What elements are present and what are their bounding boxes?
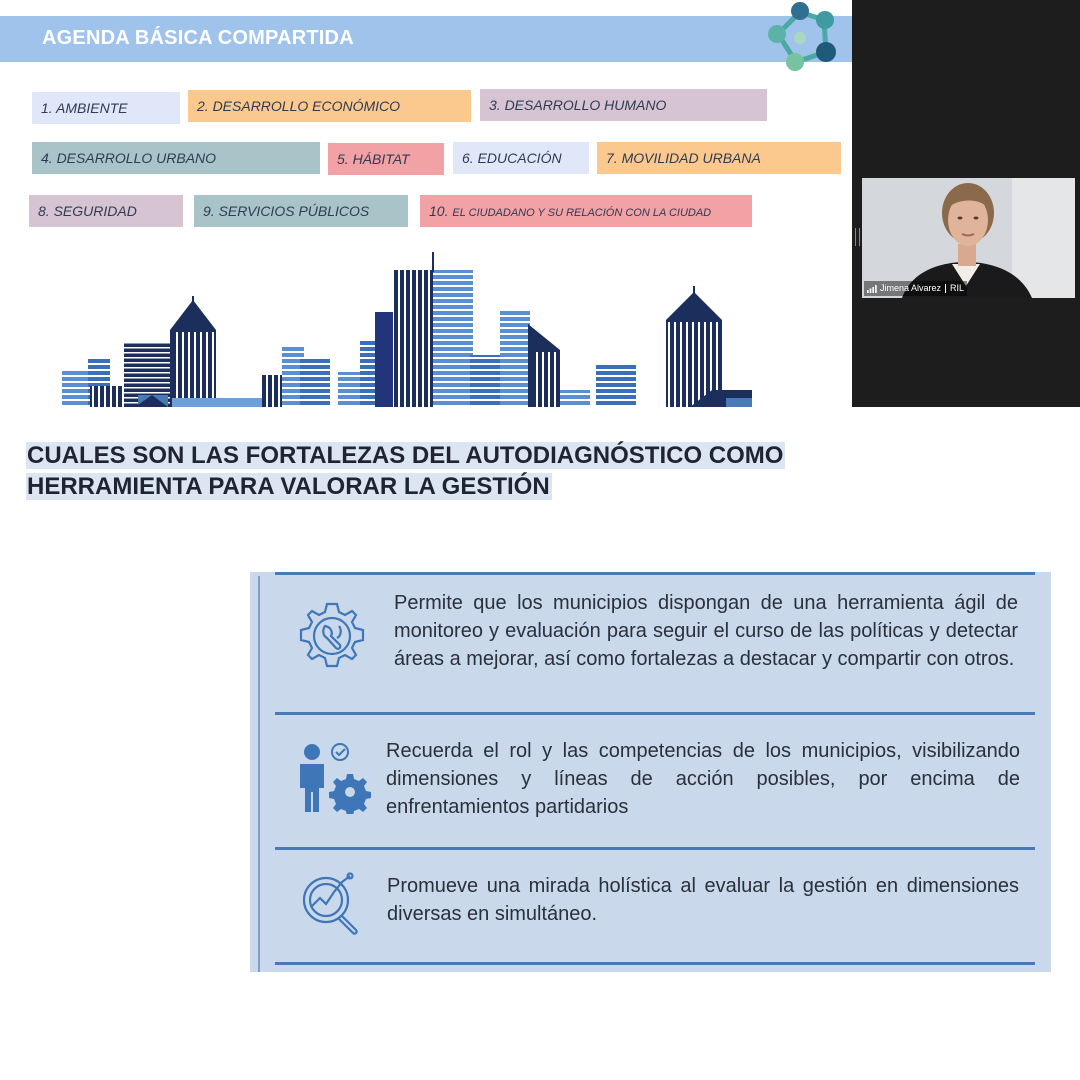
- panel-divider-bottom: [275, 962, 1035, 965]
- agenda-tag-desarrollo-economico: 2. DESARROLLO ECONÓMICO: [188, 90, 471, 122]
- agenda-tag-movilidad-urbana: 7. MOVILIDAD URBANA: [597, 142, 841, 174]
- question-line-1: CUALES SON LAS FORTALEZAS DEL AUTODIAGNÓSTICO COMO: [27, 442, 784, 469]
- participant-name-label: [864, 281, 967, 296]
- question-heading: [26, 440, 785, 502]
- panel-divider-2: [275, 847, 1035, 850]
- panel-divider-top: [275, 572, 1035, 575]
- agenda-tag-habitat: 5. HÁBITAT: [328, 143, 444, 175]
- resize-handle[interactable]: [855, 228, 860, 246]
- agenda-tag-desarrollo-humano: 3. DESARROLLO HUMANO: [480, 89, 767, 121]
- panel-divider-1: [275, 712, 1035, 715]
- agenda-tag-ciudadano: 10. EL CIUDADANO Y SU RELACIÓN CON LA CIUDAD: [420, 195, 752, 227]
- city-skyline-illustration: [0, 240, 852, 407]
- strength-text-3: Promueve una mirada holística al evaluar la gestión en dimensiones diversas en simultáneo.: [387, 875, 1019, 925]
- network-logo-icon: [762, 0, 842, 74]
- signal-bars-icon: [867, 285, 877, 293]
- agenda-tag-servicios-publicos: 9. SERVICIOS PÚBLICOS: [194, 195, 408, 227]
- participant-org: RIL: [950, 283, 965, 293]
- person-gear-icon: [294, 742, 372, 814]
- magnifier-chart-icon: [298, 870, 364, 938]
- gear-wrench-icon: [296, 600, 368, 672]
- agenda-tag-seguridad: 8. SEGURIDAD: [29, 195, 183, 227]
- slide-title: AGENDA BÁSICA COMPARTIDA: [42, 27, 354, 49]
- strength-text-2: Recuerda el rol y las competencias de los municipios, visibilizando dimensiones y líneas de acción posibles, por encima de enfrentamientos partidarios: [386, 740, 1020, 818]
- participant-video-frame: [862, 178, 1075, 298]
- panel-left-rule: [258, 576, 260, 972]
- shared-slide: [0, 0, 852, 407]
- question-line-2: HERRAMIENTA PARA VALORAR LA GESTIÓN: [27, 473, 550, 500]
- agenda-tag-educacion: 6. EDUCACIÓN: [453, 142, 589, 174]
- participant-name: Jimena Alvarez: [880, 283, 942, 293]
- strength-text-1: Permite que los municipios dispongan de una herramienta ágil de monitoreo y evaluación para seguir el curso de las políticas y detectar áreas a mejorar, así como fortalezas a destacar y compartir con otros.: [394, 592, 1018, 670]
- agenda-tag-ambiente: 1. AMBIENTE: [32, 92, 180, 124]
- participant-video-tile[interactable]: [862, 178, 1075, 298]
- agenda-tag-desarrollo-urbano: 4. DESARROLLO URBANO: [32, 142, 320, 174]
